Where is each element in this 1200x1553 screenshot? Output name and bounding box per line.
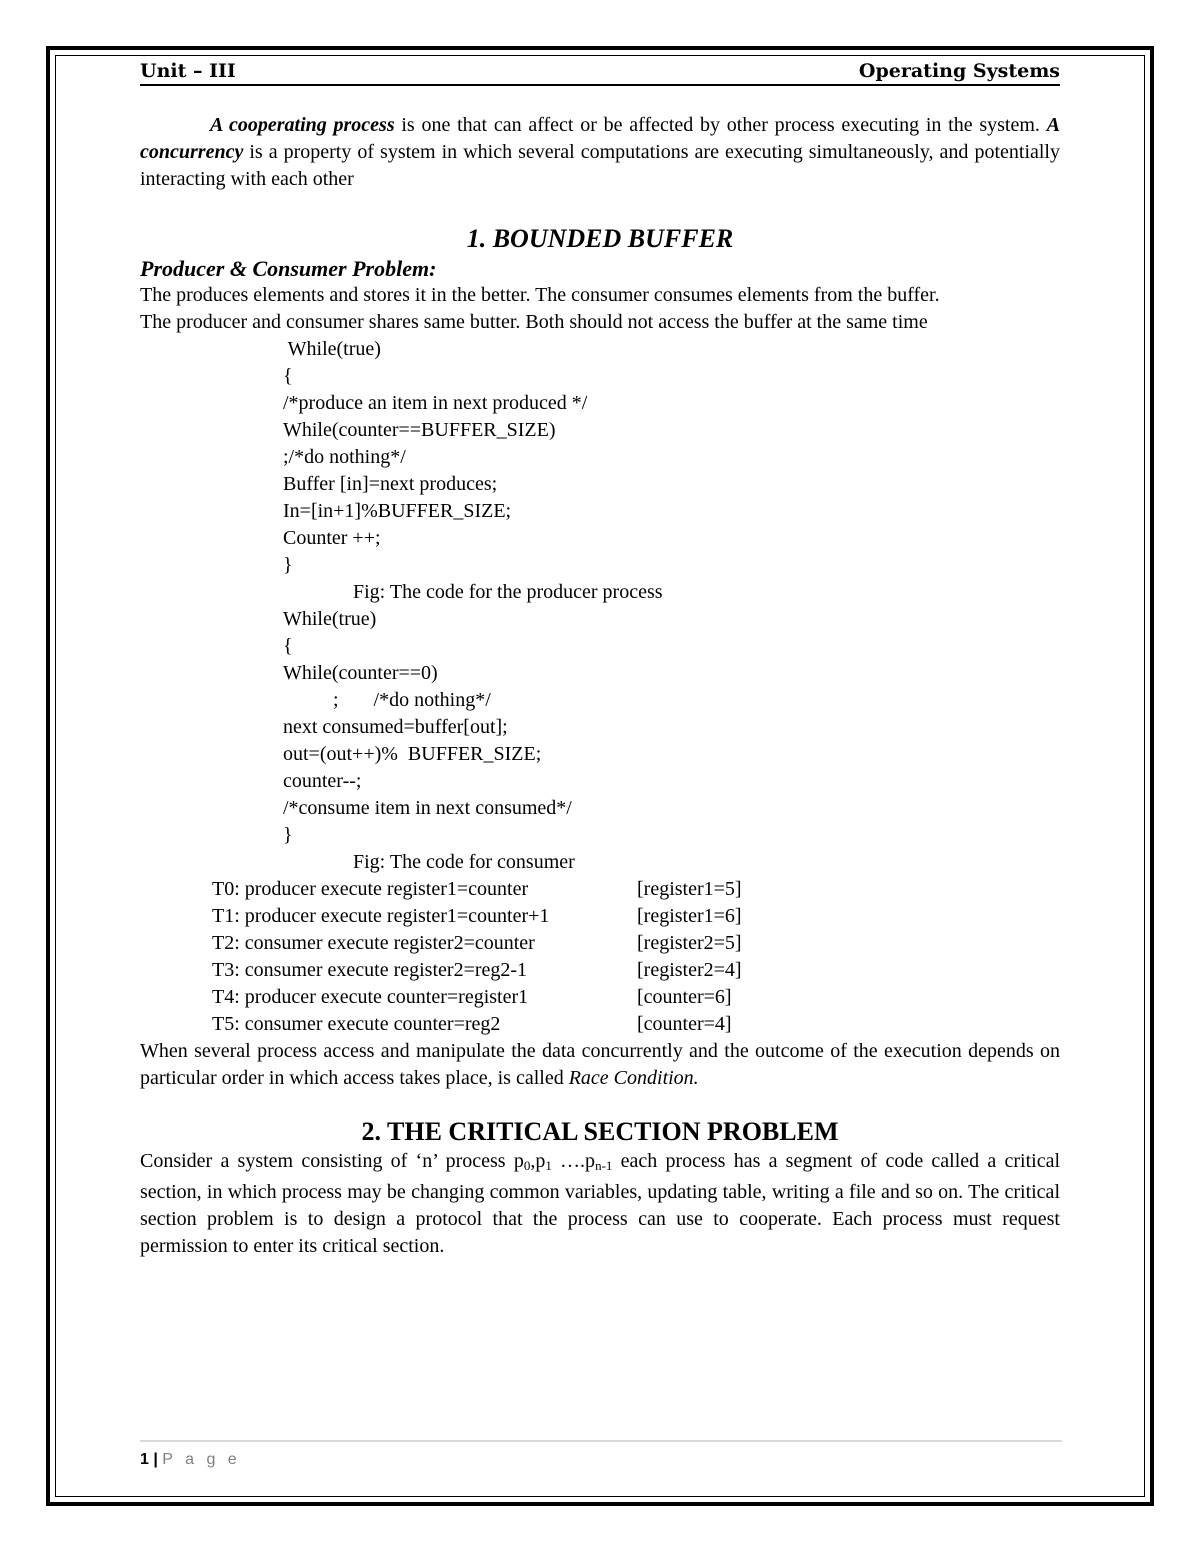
trace-step: T1: producer execute register1=counter+1	[212, 905, 550, 927]
trace-row	[140, 984, 1060, 1011]
subscript-0: 0	[523, 1158, 531, 1173]
code-line: /*produce an item in next produced */	[283, 392, 588, 414]
section-1-title: 1. BOUNDED BUFFER	[466, 224, 734, 253]
code-line: next consumed=buffer[out];	[283, 716, 508, 738]
code-line: }	[283, 824, 293, 846]
trace-row	[140, 930, 1060, 957]
code-line: out=(out++)% BUFFER_SIZE;	[283, 743, 542, 765]
code-line: {	[283, 635, 293, 657]
trace-row	[140, 903, 1060, 930]
subscript-n-1: n-1	[595, 1158, 613, 1173]
producer-figure-caption: Fig: The code for the producer process	[353, 581, 663, 603]
page-content	[140, 56, 1060, 1260]
trace-step: T0: producer execute register1=counter	[212, 878, 529, 900]
trace-row	[140, 876, 1060, 903]
trace-step: T5: consumer execute counter=reg2	[212, 1013, 501, 1035]
header-subject: Operating Systems	[858, 60, 1060, 82]
cs-text-a: Consider a system consisting of ‘n’ process p	[140, 1150, 524, 1172]
trace-row	[140, 957, 1060, 984]
code-line: Buffer [in]=next produces;	[283, 473, 498, 495]
code-line: Counter ++;	[283, 527, 381, 549]
producer-code-block	[140, 336, 1060, 579]
code-line: counter--;	[283, 770, 362, 792]
code-line: ;/*do nothing*/	[283, 446, 406, 468]
footer-separator: |	[148, 1451, 163, 1468]
section-1-para-1: The produces elements and stores it in the better. The consumer consumes elements from the buffer.	[140, 284, 940, 306]
trace-step: T3: consumer execute register2=reg2-1	[212, 959, 528, 981]
trace-step: T2: consumer execute register2=counter	[212, 932, 535, 954]
page-label: P a g e	[162, 1451, 241, 1468]
cs-sep-2: ….p	[551, 1150, 596, 1172]
race-condition-paragraph	[140, 1038, 1060, 1092]
code-line: /*consume item in next consumed*/	[283, 797, 572, 819]
critical-section-paragraph	[140, 1148, 1060, 1260]
running-header	[140, 56, 1060, 86]
trace-result: [register2=5]	[637, 932, 742, 954]
trace-result: [register1=5]	[637, 878, 742, 900]
trace-result: [counter=4]	[637, 1013, 732, 1035]
code-line: ; /*do nothing*/	[283, 689, 491, 711]
trace-row	[140, 1011, 1060, 1038]
section-1-subtitle: Producer & Consumer Problem:	[140, 256, 437, 281]
header-unit: Unit – III	[140, 60, 236, 82]
intro-text-2: is a property of system in which several computations are executing simultaneously, and potentially interacting with each other	[140, 141, 1060, 190]
subscript-1: 1	[545, 1158, 552, 1173]
intro-text-1: is one that can affect or be affected by other process executing in the system.	[394, 114, 1047, 136]
code-line: While(true)	[283, 338, 381, 360]
execution-trace	[140, 876, 1060, 1038]
footer-divider	[140, 1440, 1062, 1442]
code-line: In=[in+1]%BUFFER_SIZE;	[283, 500, 512, 522]
trace-step: T4: producer execute counter=register1	[212, 986, 529, 1008]
race-condition-text: When several process access and manipulate the data concurrently and the outcome of the execution depends on particular order in which access takes place, is called	[140, 1040, 1060, 1089]
code-line: While(counter==BUFFER_SIZE)	[283, 419, 556, 441]
term-concurrency: A concurrency	[140, 114, 1060, 163]
page-footer	[140, 1451, 241, 1469]
section-2-title: 2. THE CRITICAL SECTION PROBLEM	[361, 1117, 839, 1146]
code-line: While(counter==0)	[283, 662, 438, 684]
term-race-condition: Race Condition.	[568, 1067, 699, 1089]
section-1-para-2: The producer and consumer shares same butter. Both should not access the buffer at the same time	[140, 311, 928, 333]
code-line: {	[283, 365, 293, 387]
consumer-code-block	[140, 606, 1060, 849]
trace-result: [register1=6]	[637, 905, 742, 927]
term-cooperating-process: A cooperating process	[210, 114, 395, 136]
cs-text-b: each process has a segment of code called a critical section, in which process may be changing common variables, updating table, writing a file and so on. The critical section problem is to design a protocol that the process can use to cooperate. Each process must request permission to enter its critical section.	[140, 1150, 1061, 1257]
trace-result: [counter=6]	[637, 986, 732, 1008]
trace-result: [register2=4]	[637, 959, 742, 981]
cs-sep-1: ,p	[530, 1150, 546, 1172]
code-line: While(true)	[283, 608, 377, 630]
intro-paragraph	[140, 112, 1060, 193]
code-line: }	[283, 554, 293, 576]
page-number: 1	[140, 1451, 149, 1468]
consumer-figure-caption: Fig: The code for consumer	[353, 851, 575, 873]
